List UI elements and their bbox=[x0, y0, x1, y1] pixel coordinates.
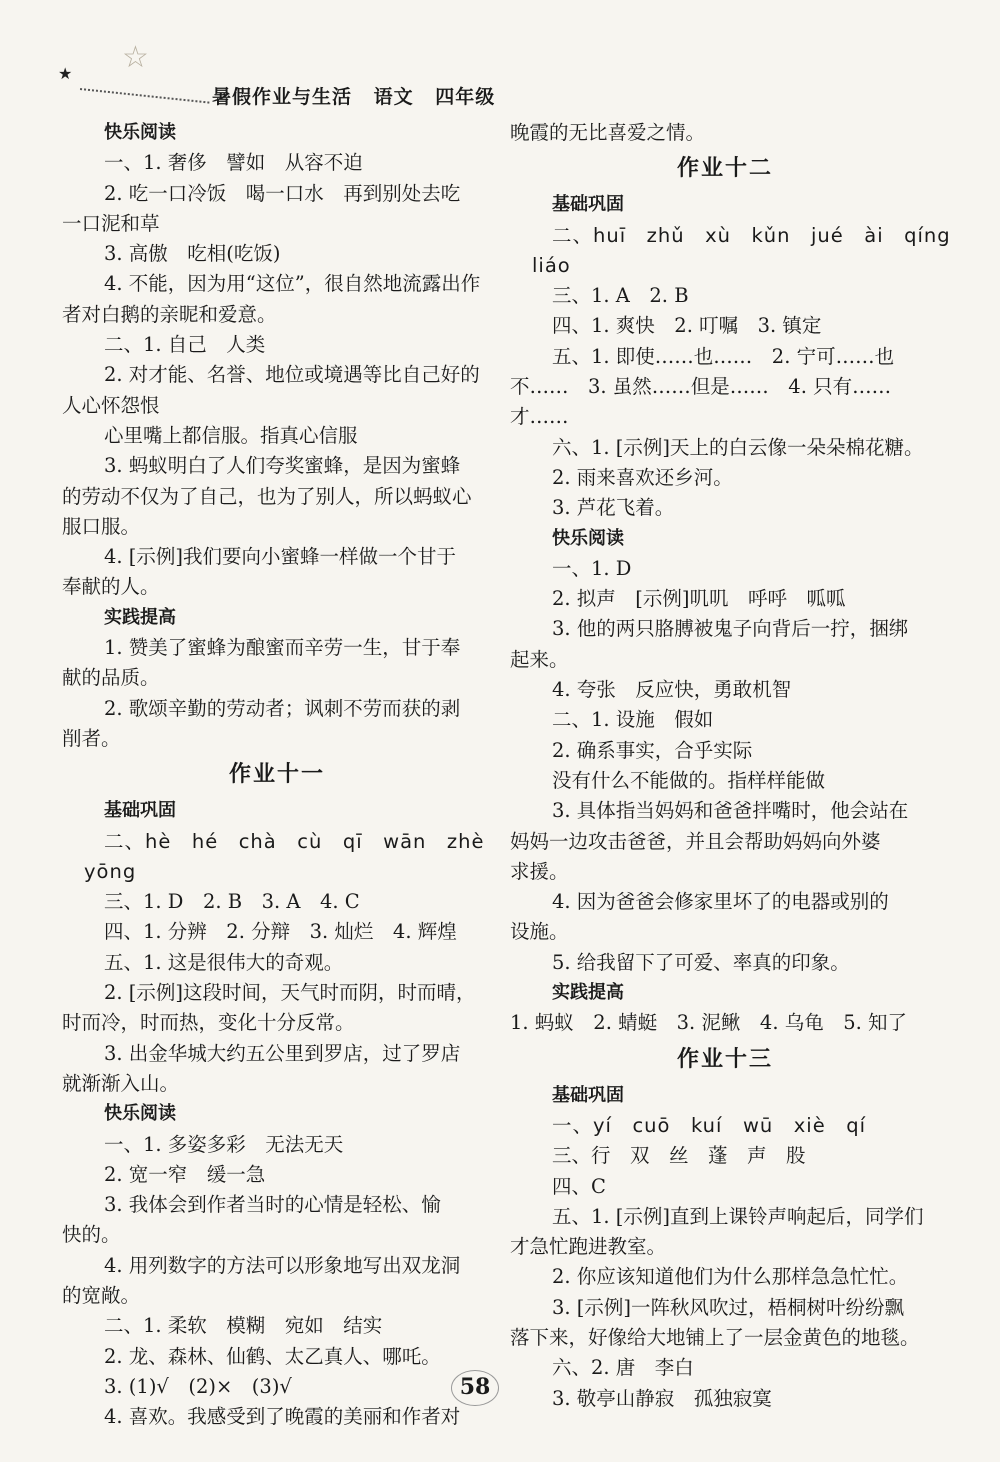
page-number-text: 58 bbox=[459, 1374, 491, 1400]
section-heading: 快乐阅读 bbox=[104, 1103, 176, 1125]
answer-line: 3. 蚂蚁明白了人们夸奖蜜蜂，是因为蜜蜂 bbox=[104, 454, 461, 478]
answer-line: 4. 喜欢。我感受到了晚霞的美丽和作者对 bbox=[104, 1405, 461, 1429]
answer-line: 四、1. 分辨 2. 分辩 3. 灿烂 4. 辉煌 bbox=[104, 920, 457, 944]
answer-line: 4. 因为爸爸会修家里坏了的电器或别的 bbox=[552, 890, 889, 914]
answer-line: 4. 不能，因为用“这位”，很自然地流露出作 bbox=[104, 272, 481, 296]
answer-line: 二、1. 柔软 模糊 宛如 结实 bbox=[104, 1314, 383, 1338]
right-column bbox=[510, 118, 951, 1414]
answer-line: 2. 歌颂辛勤的劳动者；讽刺不劳而获的剥 bbox=[104, 696, 461, 720]
subject: 语文 bbox=[373, 86, 414, 108]
answer-line: 一、1. 奢侈 譬如 从容不迫 bbox=[104, 151, 363, 175]
answer-line: 起来。 bbox=[510, 647, 569, 671]
answer-line: 设施。 bbox=[510, 920, 569, 944]
answer-line: 一口泥和草 bbox=[62, 211, 160, 235]
answer-line: 2. 你应该知道他们为什么那样急急忙忙。 bbox=[552, 1265, 909, 1289]
section-heading: 快乐阅读 bbox=[552, 527, 624, 549]
answer-line: 2. 龙、森林、仙鹤、太乙真人、哪吒。 bbox=[104, 1344, 441, 1368]
pinyin-line: 一、yí cuō kuí wū xiè qí bbox=[552, 1113, 866, 1137]
answer-line: 2. 对才能、名誉、地位或境遇等比自己好的 bbox=[104, 363, 480, 387]
answer-line: 1. 赞美了蜜蜂为酿蜜而辛劳一生，甘于奉 bbox=[104, 636, 461, 660]
answer-line: 落下来，好像给大地铺上了一层金黄色的地毯。 bbox=[510, 1325, 920, 1349]
pinyin-line: yōng bbox=[84, 859, 137, 883]
answer-line: 没有什么不能做的。指样样能做 bbox=[552, 768, 826, 792]
section-heading: 基础巩固 bbox=[552, 1084, 624, 1106]
answer-line: 快的。 bbox=[62, 1223, 121, 1247]
answer-line: 2. 拟声 [示例]叽叽 呼呼 呱呱 bbox=[552, 587, 846, 611]
answer-line: 四、1. 爽快 2. 叮嘱 3. 镇定 bbox=[552, 314, 822, 338]
star-icon: ☆ bbox=[122, 40, 149, 75]
answer-line: 求援。 bbox=[510, 859, 569, 883]
book-title: 暑假作业与生活 bbox=[212, 86, 353, 108]
answer-line: 5. 给我留下了可爱、率真的印象。 bbox=[552, 950, 850, 974]
star-icon-small: ★ bbox=[58, 64, 73, 83]
answer-line: 的宽敞。 bbox=[62, 1283, 141, 1307]
answer-line: 六、2. 唐 李白 bbox=[552, 1356, 694, 1380]
answer-line: 3. [示例]一阵秋风吹过，梧桐树叶纷纷飘 bbox=[552, 1295, 905, 1319]
answer-line: 一、1. 多姿多彩 无法无天 bbox=[104, 1132, 344, 1156]
section-heading: 快乐阅读 bbox=[104, 122, 176, 143]
pinyin-line: liáo bbox=[532, 253, 571, 277]
answer-line: 2. 吃一口冷饭 喝一口水 再到别处去吃 bbox=[104, 181, 461, 205]
answer-line: 2. 宽一窄 缓一急 bbox=[104, 1162, 266, 1186]
answer-line: 二、1. 自己 人类 bbox=[104, 333, 266, 357]
answer-line: 3. 敬亭山静寂 孤独寂寞 bbox=[552, 1386, 772, 1410]
answer-line: 三、1. A 2. B bbox=[552, 284, 689, 308]
answer-line: 3. 芦花飞着。 bbox=[552, 496, 675, 520]
answer-line: 才…… bbox=[510, 405, 569, 429]
answer-line: 晚霞的无比喜爱之情。 bbox=[510, 121, 706, 144]
assignment-title: 作业十二 bbox=[676, 156, 773, 182]
answer-line: 2. 雨来喜欢还乡河。 bbox=[552, 465, 733, 489]
answer-line: 者对白鹅的亲昵和爱意。 bbox=[62, 302, 277, 326]
answer-line: 奉献的人。 bbox=[62, 575, 160, 599]
dotted-divider bbox=[80, 88, 210, 105]
answer-line: 3. 具体指当妈妈和爸爸拌嘴时，他会站在 bbox=[552, 799, 909, 823]
answer-line: 1. 蚂蚁 2. 蜻蜓 3. 泥鳅 4. 乌龟 5. 知了 bbox=[510, 1011, 908, 1035]
assignment-title: 作业十三 bbox=[676, 1046, 773, 1072]
book-title-bar bbox=[212, 82, 509, 109]
pinyin-line: 二、hè hé chà cù qī wān zhè bbox=[104, 829, 485, 853]
section-heading: 实践提高 bbox=[104, 606, 176, 628]
answer-line: 三、1. D 2. B 3. A 4. C bbox=[104, 890, 360, 914]
answer-line: 4. 用列数字的方法可以形象地写出双龙洞 bbox=[104, 1253, 461, 1277]
answer-line: 五、1. 即使……也…… 2. 宁可……也 bbox=[552, 344, 895, 368]
answer-line: 一、1. D bbox=[552, 556, 632, 580]
answer-line: 服口服。 bbox=[62, 514, 141, 538]
section-heading: 实践提高 bbox=[552, 982, 624, 1004]
section-heading: 基础巩固 bbox=[104, 800, 176, 822]
answer-line: 妈妈一边攻击爸爸，并且会帮助妈妈向外婆 bbox=[510, 829, 881, 853]
answer-line: 五、1. [示例]直到上课铃声响起后，同学们 bbox=[552, 1204, 924, 1228]
answer-line: 3. 我体会到作者当时的心情是轻松、愉 bbox=[104, 1193, 441, 1217]
page-header bbox=[50, 40, 530, 122]
answer-line: 人心怀怨恨 bbox=[62, 393, 160, 417]
left-column bbox=[62, 118, 492, 1432]
pinyin-line: 二、huī zhǔ xù kǔn jué ài qíng bbox=[552, 223, 951, 247]
answer-line: 五、1. 这是很伟大的奇观。 bbox=[104, 950, 344, 974]
answer-line: 心里嘴上都信服。指真心信服 bbox=[104, 423, 358, 447]
answer-line: 献的品质。 bbox=[62, 666, 160, 690]
answer-line: 三、行 双 丝 蓬 声 股 bbox=[552, 1144, 806, 1168]
answer-line: 3. 高傲 吃相(吃饭) bbox=[104, 242, 281, 266]
answer-line: 四、C bbox=[552, 1174, 606, 1198]
answer-line: 3. 他的两只胳膊被鬼子向背后一拧，捆绑 bbox=[552, 617, 909, 641]
answer-line: 2. 确系事实，合乎实际 bbox=[552, 738, 753, 762]
answer-line: 六、1. [示例]天上的白云像一朵朵棉花糖。 bbox=[552, 435, 924, 459]
section-heading: 基础巩固 bbox=[552, 194, 624, 216]
assignment-title: 作业十一 bbox=[228, 762, 325, 788]
answer-line: 不…… 3. 虽然……但是…… 4. 只有…… bbox=[510, 375, 892, 399]
answer-line: 削者。 bbox=[62, 726, 121, 750]
answer-line: 二、1. 设施 假如 bbox=[552, 708, 714, 732]
answer-line: 4. [示例]我们要向小蜜蜂一样做一个甘于 bbox=[104, 545, 457, 569]
page-number bbox=[445, 1368, 505, 1408]
answer-line: 2. [示例]这段时间，天气时而阴，时而晴， bbox=[104, 981, 476, 1005]
answer-line: 才急忙跑进教室。 bbox=[510, 1235, 667, 1259]
answer-line: 3. 出金华城大约五公里到罗店，过了罗店 bbox=[104, 1041, 461, 1065]
answer-line: 3. (1)√ (2)× (3)√ bbox=[104, 1374, 292, 1398]
watermark-logo bbox=[760, 1330, 980, 1450]
answer-line: 的劳动不仅为了自己，也为了别人，所以蚂蚁心 bbox=[62, 484, 472, 508]
answer-line: 就渐渐入山。 bbox=[62, 1071, 180, 1095]
answer-line: 时而冷，时而热，变化十分反常。 bbox=[62, 1011, 355, 1035]
grade: 四年级 bbox=[435, 86, 496, 108]
answer-line: 4. 夸张 反应快，勇敢机智 bbox=[552, 678, 792, 702]
